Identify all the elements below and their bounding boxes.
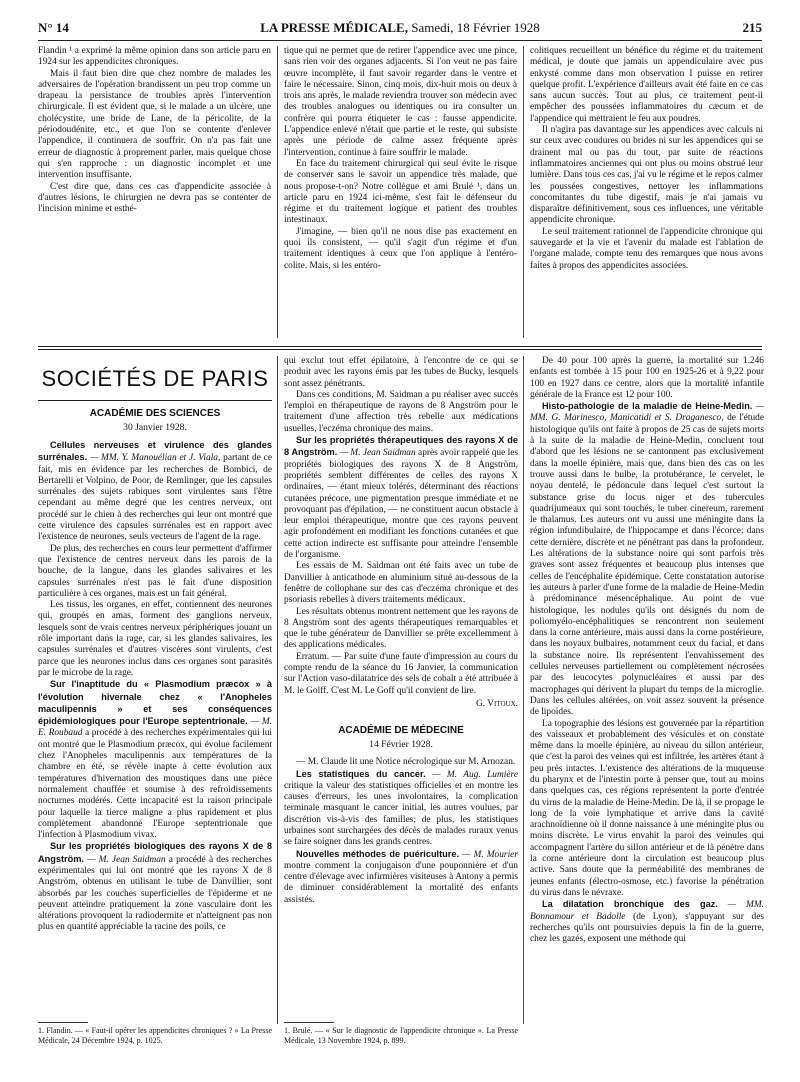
session-date: 14 Février 1928. (369, 739, 433, 751)
footnote: 1. Flandin. — « Faut-il opérer les appendicites chroniques ? » La Presse Médicale, 24 Décembre 1924, p. 1025. (38, 1026, 272, 1045)
paragraph: Les tissus, les organes, en effet, contiennent des neurones qui, groupés en amas, forment des ganglions nerveux, lesquels sont de vrais centres nerveux périphériques jouant un rôle important dans la rage, car, si les glandes salivaires, les capsules surrénales et d'autres viscères sont virulents, c'est parce que les neurones inclus dans ces organes sont parasités par le microbe de la rage. (38, 600, 272, 678)
paragraph: — M. Claude lit une Notice nécrologique sur M. Arnozan. (296, 757, 516, 768)
section-rule-thin (38, 349, 762, 350)
issue-date: Samedi, 18 Février 1928 (411, 20, 540, 35)
paragraph: La topographie des lésions est gouvernée par la répartition des vaisseaux et probablement des vésicules et on constate même dans la moelle épinière, au niveau du sillon antérieur, que c'est la paroi des veines qui est infiltrée, les artères étant à peu près intactes. L'existence des altérations de la muqueuse du pharynx et de l'intestin porte à penser que, tout au moins dans quelques cas, ces régions représentent la porte d'entrée du virus de la maladie de Heine-Medin. De là, il se propage le long de la voie lymphatique et arrive dans la cavité arachnoïdienne où il donne naissance à une méningite plus ou moins discrète. Le virus envahit la paroi des veinules qui accompagnent l'artère du sillon antérieur et de là pénètre dans la corne antérieure dont la circulation est beaucoup plus active. Sans doute que la perméabilité des membranes de jeunes enfants (électro-osmose, etc.) favorise la pénétration du virus dans le névraxe. (530, 718, 764, 898)
paragraph: Dans ces conditions, M. Saidman a pu réaliser avec succès l'emploi en thérapeutique de rayons de 8 Angström pour le traitement d'une affection très rebelle aux médications usuelles, l'eczéma chronique des mains. (284, 389, 518, 434)
communication: Sur les propriétés thérapeutiques des rayons X de 8 Angström. — M. Jean Saidman après avoir rappelé que les propriétés biologiques des rayons X de 8 Angström, propriétés semblent différentes de celles des rayons X ordinaires, — étant mieux tolérés, déterminant des réactions cutanées précoce, une pigmentation presque immédiate et ne provoquant pas d'épilation, — ne constituent aucun obstacle à leur emploi thérapeutique, montre que ces rayons peuvent agir profondément en modifiant les fonctions cutanées et que cette action indirecte est suffisante pour atteindre l'ensemble de l'organisme. (284, 435, 518, 561)
paragraph: En face du traitement chirurgical qui seul évite le risque de conserver sans le savoir un appendice très malade, que nous propose-t-on? Notre collègue et ami Brulé ¹, dans un article paru en 1924 ici-même, s'est fait le défenseur du régime et du traitement logique et patient des troubles intestinaux. (284, 158, 517, 226)
academy-heading: ACADÉMIE DE MÉDECINE (338, 725, 464, 737)
paragraph: colitiques recueillent un bénéfice du régime et du traitement médical, je doute que jamais un appendiculaire avec pus enkysté comme dans mon observation I puisse en retirer quelque profit. L'expérience d'ailleurs avait été faite en ce cas sans aucun succès. Tout au plus, ce traitement peut-il empêcher des poussées inflammatoires du cæcum et de l'appendice qui mettraient le feu aux poudres. (530, 46, 763, 124)
societes-column-3 (530, 356, 764, 1021)
communication: Sur l'inaptitude du « Plasmodium præcox » à l'évolution hivernale chez « l'Anopheles maculipennis » et ses conséquences épidémiologiques pour l'Europe septentrionale. — M. E. Roubaud a procédé à des recherches expérimentales qui lui ont montré que le Plasmodium præcox, qui évolue facilement chez l'Anopheles maculipennis aux températures de la chambre en été, se révèle inapte à cette évolution aux températures d'hivernation des moustiques dans une pièce normalement chauffée et soumise à des refroidissements nocturnes modérés. Cette incapacité est la raison principale pour laquelle la tierce maligne a plus rapidement et plus complètement abandonné l'Europe septentrionale que l'infection à Plasmodium vivax. (38, 679, 272, 841)
paragraph: De plus, des recherches en cours leur permettent d'affirmer que l'existence de centres nerveux dans les parois de la bouche, de la langue, dans les glandes salivaires et les capsules surrénales n'est pas le fait d'une disposition particulière à ces organes, mais est un fait général. (38, 543, 272, 599)
communication: Nouvelles méthodes de puériculture. — M. Mourier montre comment la conjugaison d'une pouponnière et d'un centre d'élevage avec infirmières visiteuses à Antony a permis de diminuer considérablement la mortalité des enfants assistés. (284, 848, 518, 905)
footnote-rule (284, 1022, 334, 1023)
article-column-3 (530, 46, 763, 336)
paragraph: De 40 pour 100 après la guerre, la mortalité sur 1.246 enfants est tombée à 15 pour 100 en 1925-26 et à 9,22 pour 100 en 1927 dans ce centre, alors que la mortalité infantile générale de la France est 12 pour 100. (530, 356, 764, 400)
section-title: SOCIÉTÉS DE PARIS (38, 366, 272, 401)
column-divider (523, 356, 524, 1024)
page-number: 215 (742, 20, 762, 35)
communication: La dilatation bronchique des gaz. — MM. Bonnamour et Badolle (de Lyon), s'appuyant sur des recherches qu'ils ont poursuivies depuis la fin de la guerre, chez les gazés, exposent une méthode qui (530, 899, 764, 945)
paragraph: tique qui ne permet que de retirer l'appendice avec une pince, sans rien voir des organes adjacents. Si l'on veut ne pas faire œuvre incomplète, il faut savoir regarder dans le ventre et faire le nécessaire. Sinon, cinq mois, dix-huit mois ou deux à trois ans après, le malade reviendra trouver son médecin avec des troubles analogues ou identiques ou ira consulter un confrère qui pourra étiqueter le cas : fausse appendicite. L'appendice enlevé n'était que partie et le reste, qui subsiste après une période de calme assez fréquente après l'intervention, continue à faire souffrir le malade. (284, 46, 517, 158)
session-date: 30 Janvier 1928. (123, 422, 187, 433)
societes-column-1 (38, 356, 272, 1021)
societes-column-2 (284, 356, 518, 1021)
column-divider (523, 46, 524, 338)
footnote-rule (38, 1022, 88, 1023)
footnote: 1. Brulé. — « Sur le diagnostic de l'appendicite chronique ». La Presse Médicale, 13 Novembre 1924, p. 899. (284, 1026, 518, 1045)
communication: Cellules nerveuses et virulence des glandes surrénales. — MM. Y. Manouélian et J. Viala, partant de ce fait, mis en évidence par les recherches de Bombici, de Bertarelli et Volpino, de Poor, de Remlinger, que les capsules surrénales des sujets rabiques sont virulentes sans l'être cependant au même degré que les centres nerveux, ont procédé sur le chien à des recherches qui leur ont montré que cette virulence des capsules surrénales est en rapport avec l'existence de neurones, seuls vecteurs de l'agent de la rage. (38, 440, 272, 543)
paragraph: Les essais de M. Saidman ont été faits avec un tube de Danvillier à anticathode en aluminium situé au-dessous de la fenêtre de collophane sur des cas d'eczéma chronique et des psoriasis rebelles à divers traitements médicaux. (284, 561, 518, 606)
erratum: Erratum. — Par suite d'une faute d'impression au cours du compte rendu de la séance du 16 Janvier, la communication sur l'Action vaso-dilatatrice des sels de cobalt a été attribuée à M. le Golff. C'est M. Le Goff qu'il convient de lire. (284, 651, 518, 696)
column-divider (277, 356, 278, 1024)
paragraph: J'imagine, — bien qu'il ne nous dise pas exactement en quoi ils consistent, — qu'il s'agit d'un régime et d'un traitement identiques à ceux que l'on applique à l'entéro-colite. Mais, si les entéro- (284, 226, 517, 271)
author-signature: G. Vitoux. (475, 698, 518, 709)
section-rule (38, 346, 762, 347)
academy-heading: ACADÉMIE DES SCIENCES (89, 408, 221, 419)
paragraph: qui exclut tout effet épilatoire, à l'encontre de ce qui se produit avec les rayons émis par les tubes de Bucky, lesquels sont assez pénétrants. (284, 356, 518, 389)
header-rule (38, 40, 762, 41)
journal-name: LA PRESSE MÉDICALE, (260, 20, 408, 35)
communication: Histo-pathologie de la maladie de Heine-Medin. — MM. G. Marinesco, Manicatidi et S. Draganesco, de l'étude histologique qu'ils ont faite à propos de 25 cas de sujets morts à la suite de la maladie de Heine-Medin, concluent tout d'abord que les lésions ne se cantonnent pas exclusivement dans la moelle épinière, mais que, dans bien des cas on les trouve aussi dans le bulbe, la protubérance, le cervelet, le noyau dentelé, le pédoncule dans lequel c'est surtout la substance grise du locus niger et des tubercules quadrijumeaux qui sont touchés, le tuber cinereum, rarement le thalamus. Les auteurs ont vu aussi une méningite dans la région infundibulaire, de l'hippocampe et dans l'écorce; dans cette dernière, discrète et ne pénétrant pas dans la profondeur. Les altérations de la substance noire qui sont parfois très graves sont assez fréquentes et beaucoup plus intenses que celles de l'encéphalite épidémique. Cette constatation autorise les auteurs à parler d'une forme de la maladie de Heine-Medin à prédominance mésencéphalique. Au point de vue histologique, les nodules qu'ils ont désignés du nom de poliomyélo-encéphalitiques se rencontrent non seulement dans la corne antérieure, mais aussi dans la corne postérieure, dans les noyaux bulbaires, notamment ceux du facial, et dans la substance noire. Ils représentent l'envahissement des cellules nerveuses partiellement ou complètement nécrosées par des leucocytes polynucléaires et aussi par des macrophages qui dérivent la plupart du temps de la microglie. Dans les cellules altérées, on voit assez souvent la présence de lipoïdes. (530, 401, 764, 718)
communication: Sur les propriétés biologiques des rayons X de 8 Angström. — M. Jean Saidman a procédé à des recherches expérimentales qui lui ont montré que les rayons X de 8 Angström, obtenus en utilisant le tube de Danvillier, sont absorbés par les couches superficielles de l'épiderme et ne peuvent atteindre pratiquement la zone vasculaire dont les altérations provoquent la radiodermite et n'atteignent pas non plus en quantité appréciable la racine des poils, ce (38, 841, 272, 933)
column-divider (277, 46, 278, 338)
issue-number: N° 14 (38, 20, 69, 35)
article-column-1 (38, 46, 271, 336)
paragraph: Mais il faut bien dire que chez nombre de malades les adversaires de l'opération brandissent un peu trop comme un drapeau la persistance de troubles après l'intervention chirurgicale. Il est évident que, si le malade a un ulcère, une cholécystite, une bride de Lane, de la péricolite, de la périodoudénite, etc., et que l'on se contente d'enlever l'appendice, il continuera de souffrir. On n'a pas fait une erreur de diagnostic à proprement parler, mais quelque chose qui s'en rapproche : un diagnostic incomplet et une intervention insuffisante. (38, 68, 271, 181)
paragraph: Le seul traitement rationnel de l'appendicite chronique qui sauvegarde et la vie et l'avenir du malade est l'ablation de l'organe malade, compte tenu des remarques que nous avons faites à propos des appendicites associées. (530, 226, 763, 271)
communication: Les statistiques du cancer. — M. Aug. Lumière critique la valeur des statistiques officielles et en montre les causes d'erreurs, les unes involontaires, la complication terminale masquant le cancer initial, les autres voulues, par discrétion vis-à-vis des familles; de plus, les statistiques urbaines sont surchargées des décès de malades ruraux venus se faire soigner dans les grands centres. (284, 768, 518, 848)
paragraph: Il n'agira pas davantage sur les appendices avec calculs ni sur ceux avec coudures ou brides ni sur les appendices qui se drainent mal ou pas du tout, par suite de réactions inflammatoires anciennes qui ont plus ou moins obstrué leur lumière. Dans tous ces cas, j'ai vu le régime et le repos calmer les poussées congestives, nettoyer les inflammations concomitantes du tube digestif, mais je n'ai jamais vu disparaître définitivement, sous ces influences, une véritable appendicite chronique. (530, 125, 763, 226)
article-column-2 (284, 46, 517, 336)
paragraph: C'est dire que, dans ces cas d'appendicite associée à d'autres lésions, le chirurgien ne devra pas se contenter de l'incision minime et esthé- (38, 181, 271, 215)
paragraph: Les résultats obtenus montrent nettement que les rayons de 8 Angström sont des agents thérapeutiques remarquables et que le tube générateur de Danvillier se prête excellemment à des applications médicales. (284, 606, 518, 651)
page-header (38, 20, 762, 38)
journal-title (38, 20, 762, 36)
paragraph: Flandin ¹ a exprimé la même opinion dans son article paru en 1924 sur les appendicites chroniques. (38, 46, 271, 68)
